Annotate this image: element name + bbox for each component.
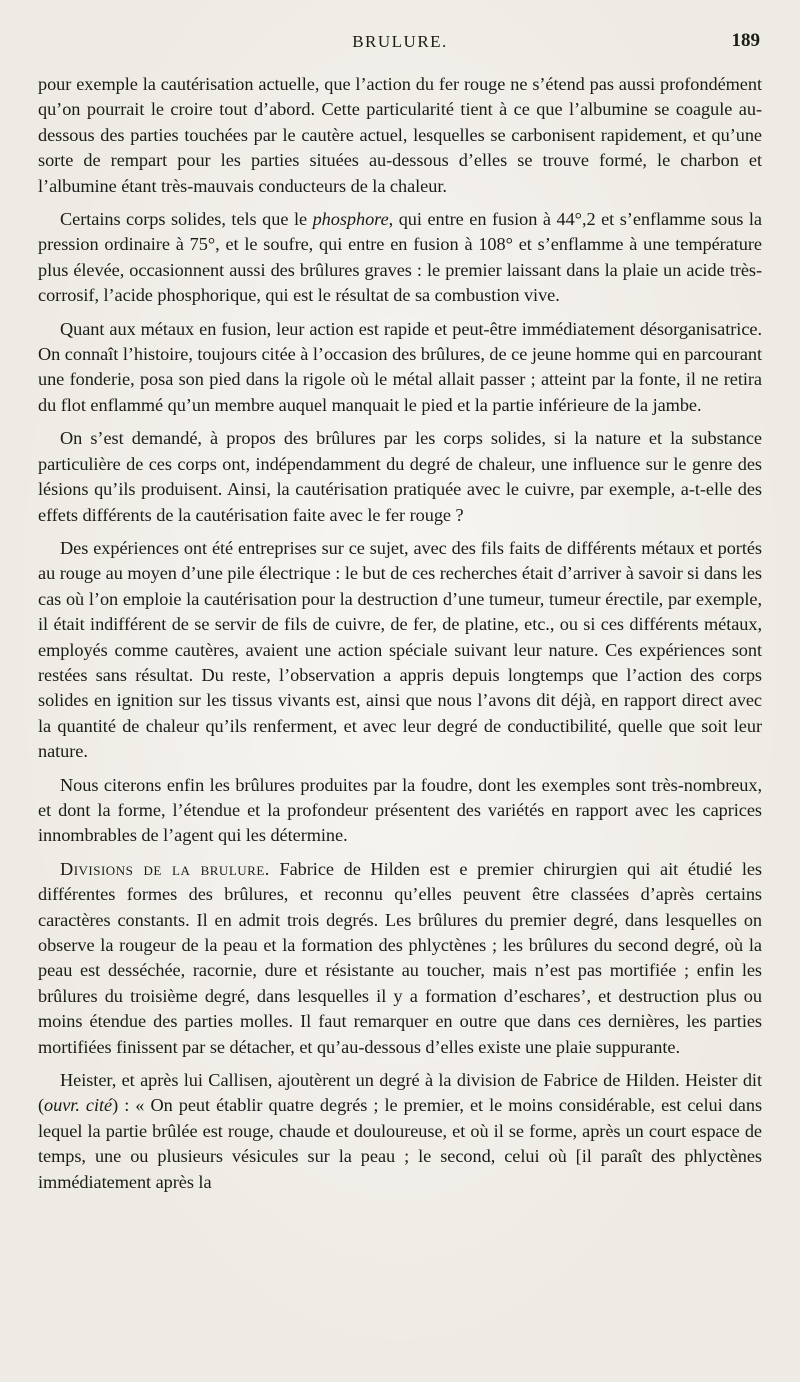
paragraph-text-start: Certains corps solides, tels que le bbox=[60, 209, 313, 230]
paragraph-divisions bbox=[38, 857, 762, 1060]
paragraph-text: On s’est demandé, à propos des brûlures par les corps solides, si la nature et la substance particulière de ces corps ont, indépendamment du degré de chaleur, une influence sur le genre des lésions qu’ils produisent. Ainsi, la cautérisation pratiquée avec le cuivre, par exemple, a-t-elle des effets différents de la cautérisation faite avec le fer rouge ? bbox=[38, 428, 762, 525]
paragraph-phosphore bbox=[38, 207, 762, 309]
italic-citation: ouvr. cité bbox=[44, 1095, 113, 1116]
section-heading: Divisions de la brulure. bbox=[60, 858, 270, 879]
paragraph-metaux bbox=[38, 317, 762, 419]
paragraph-text-end: ) : « On peut établir quatre degrés ; le premier, et le moins considérable, est celui dans lequel la partie brûlée est rouge, chaude et douloureuse, et où il se forme, après un court espace de temps, une ou plusieurs vésicules sur la peau ; le second, celui où [il paraît des phlyctènes immédiatement après la bbox=[38, 1095, 763, 1192]
italic-term: phosphore bbox=[312, 209, 389, 230]
paragraph-text: Des expériences ont été entreprises sur ce sujet, avec des fils faits de différents métaux et portés au rouge au moyen d’une pile électrique : le but de ces recherches était d’arriver à savoir si dans les cas où l’on emploie la cautérisation pour la destruction d’une tumeur, tumeur érectile, par exemple, il était indifférent de se servir de fils de cuivre, de fer, de platine, etc., ou si ces différents métaux, employés comme cautères, avaient une action spéciale suivant leur nature. Ces expériences sont restées sans résultat. Du reste, l’observation a appris depuis longtemps que l’action des corps solides en ignition sur les tissus vivants est, ainsi que nous l’avons dit déjà, en rapport direct avec la quantité de chaleur qu’ils renferment, et avec leur degré de conductibilité, quelle que soit leur nature. bbox=[38, 537, 762, 762]
paragraph-text: Fabrice de Hilden est e premier chirurgien qui ait étudié les différentes formes des brûlures, et reconnu qu’elles peuvent être classées d’après certains caractères constants. Il en admit trois degrés. Les brûlures du premier degré, dans lesquelles on observe la rougeur de la peau et la formation des phlyctènes ; les brûlures du second degré, où la peau est desséchée, racornie, dure et résistante au toucher, mais n’est pas mortifiée ; enfin les brûlures du troisième degré, dans lesquelles il y a formation d’eschares’, et destruction plus ou moins étendue des parties molles. Il faut remarquer en outre que dans ces dernières, les parties mortifiées finissent par se détacher, et qu’au-dessous d’elles existe une plaie suppurante. bbox=[38, 858, 762, 1057]
paragraph-text: Nous citerons enfin les brûlures produites par la foudre, dont les exemples sont très-nombreux, et dont la forme, l’étendue et la profondeur présentent des variétés en rapport avec les caprices innombrables de l’agent qui les détermine. bbox=[38, 774, 762, 846]
paragraph-heister bbox=[38, 1068, 762, 1195]
paragraph-experiences bbox=[38, 536, 762, 765]
paragraph-text-start: Heister, et après lui Callisen, ajoutèrent un degré à la division de Fabrice de Hilden. Heister dit ( bbox=[38, 1070, 762, 1116]
paragraph-continued bbox=[38, 72, 762, 199]
running-header bbox=[38, 30, 762, 60]
paragraph-corps-solides bbox=[38, 426, 762, 528]
page-number: 189 bbox=[731, 30, 760, 51]
paragraph-text-end: , qui entre en fusion à 44°,2 et s’enflamme sous la pression ordinaire à 75°, et le soufre, qui entre en fusion à 108° et s’enflamme à une température plus élevée, occasionnent aussi des brûlures graves : le premier laissant dans la plaie un acide très-corrosif, l’acide phosphorique, qui est le résultat de sa combustion vive. bbox=[38, 209, 762, 306]
paragraph-text: pour exemple la cautérisation actuelle, que l’action du fer rouge ne s’étend pas aussi profondément qu’on pourrait le croire tout d’abord. Cette particularité tient à ce que l’albumine se coagule au-dessous des parties touchées par le cautère actuel, lesquelles se carbonisent rapidement, et qu’une sorte de rempart pour les parties situées au-dessous d’elles se trouve formé, le charbon et l’albumine étant très-mauvais conducteurs de la chaleur. bbox=[38, 74, 762, 196]
body-text bbox=[38, 72, 762, 1195]
running-title: BRULURE. bbox=[352, 32, 448, 51]
paragraph-foudre bbox=[38, 773, 762, 849]
paragraph-text: Quant aux métaux en fusion, leur action est rapide et peut-être immédiatement désorganisatrice. On connaît l’histoire, toujours citée à l’occasion des brûlures, de ce jeune homme qui en parcourant une fonderie, posa son pied dans la rigole où le métal allait passer ; atteint par la fonte, il ne retira du flot enflammé qu’un membre auquel manquait le pied et la partie inférieure de la jambe. bbox=[38, 318, 762, 415]
